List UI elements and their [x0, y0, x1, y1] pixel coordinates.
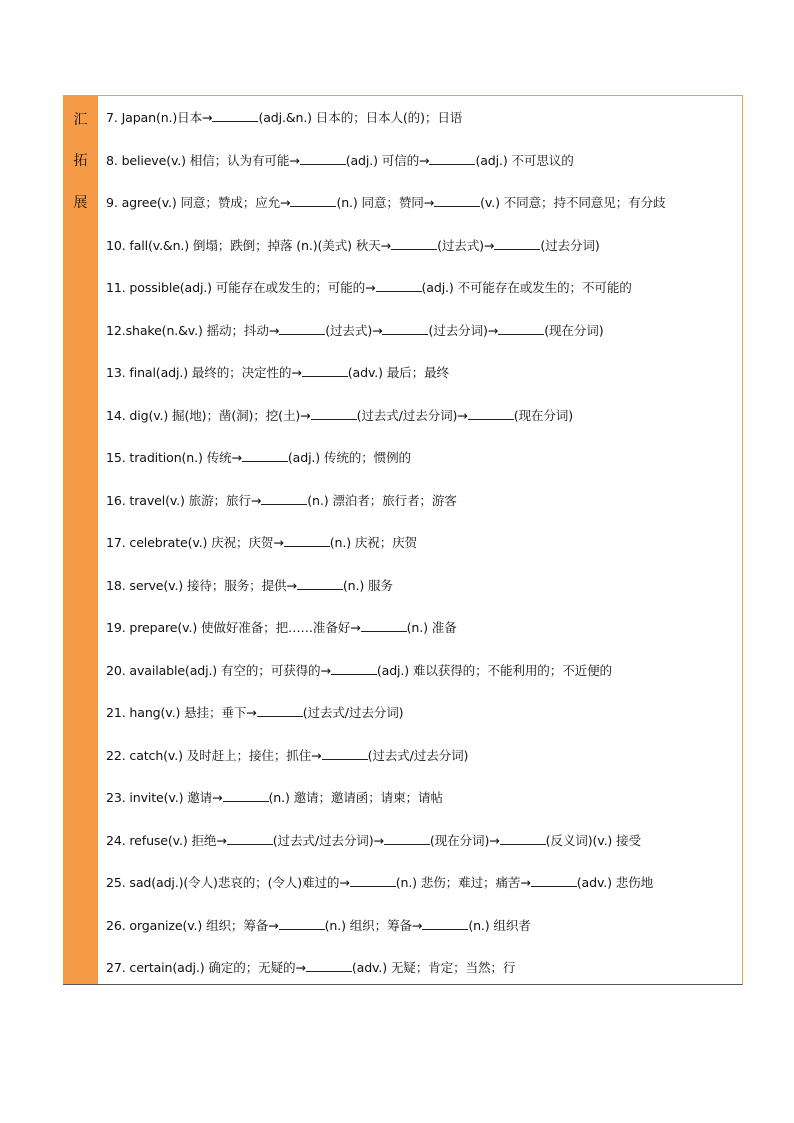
vocab-entry — [106, 152, 574, 170]
entry-text: (n.) 同意；赞同→ — [336, 195, 435, 210]
entry-text: (过去式/过去分词)→ — [356, 407, 468, 423]
entry-text: (n.) 准备 — [406, 620, 457, 635]
entry-text: (n.) 组织者 — [468, 917, 531, 933]
vocab-entry — [106, 832, 641, 850]
vocab-entry — [106, 789, 443, 807]
entry-text: 21. hang(v.) 悬挂；垂下→ — [106, 705, 257, 720]
answer-blank[interactable] — [279, 917, 325, 930]
vocab-entry — [106, 874, 653, 892]
entry-text: (过去式/过去分词)→ — [272, 832, 384, 848]
entry-text: 18. serve(v.) 接待；服务；提供→ — [106, 577, 297, 593]
entry-text: 12.shake(n.&v.) 摇动；抖动→ — [106, 322, 280, 338]
answer-blank[interactable] — [384, 832, 430, 845]
vocab-entry — [106, 364, 449, 382]
entry-text: (过去式/过去分词) — [302, 705, 404, 720]
answer-blank[interactable] — [468, 407, 514, 420]
sidebar-label-char: 拓 — [73, 153, 88, 169]
answer-blank[interactable] — [302, 364, 348, 377]
sidebar-label-char: 汇 — [73, 112, 88, 128]
entry-text: (现在分词) — [513, 407, 574, 423]
entry-text: (adj.) 不可思议的 — [475, 152, 574, 168]
entry-text: 7. Japan(n.)日本→ — [106, 110, 213, 125]
entry-text: 9. agree(v.) 同意；赞成；应允→ — [106, 195, 291, 210]
entry-text: 13. final(adj.) 最终的；决定性的→ — [106, 365, 302, 380]
answer-blank[interactable] — [434, 194, 480, 207]
entry-text: (adj.) 不可能存在或发生的；不可能的 — [421, 280, 632, 295]
answer-blank[interactable] — [279, 322, 325, 335]
entry-text: (n.) 服务 — [342, 577, 393, 593]
entry-text: 11. possible(adj.) 可能存在或发生的；可能的→ — [106, 280, 376, 295]
answer-blank[interactable] — [376, 279, 422, 292]
entry-text: (n.) 悲伤；难过；痛苦→ — [395, 875, 531, 890]
answer-blank[interactable] — [242, 449, 288, 462]
entry-text: 26. organize(v.) 组织；筹备→ — [106, 917, 279, 933]
entry-text: 8. believe(v.) 相信；认为有可能→ — [106, 152, 300, 168]
answer-blank[interactable] — [212, 109, 258, 122]
entry-text: (n.) 邀请；邀请函；请柬；请帖 — [268, 790, 443, 805]
answer-blank[interactable] — [494, 237, 540, 250]
entry-text: (过去分词)→ — [428, 322, 499, 338]
entry-text: 10. fall(v.&n.) 倒塌；跌倒；掉落 (n.)(美式) 秋天→ — [106, 237, 392, 253]
answer-blank[interactable] — [223, 789, 269, 802]
answer-blank[interactable] — [300, 152, 346, 165]
entry-text: (过去分词) — [540, 237, 600, 253]
vocabulary-table — [63, 95, 743, 985]
entry-text: (n.) 庆祝；庆贺 — [329, 535, 418, 550]
entry-text: (反义词)(v.) 接受 — [545, 832, 641, 848]
section-sidebar — [63, 96, 98, 984]
answer-blank[interactable] — [391, 237, 437, 250]
entry-text: (v.) 不同意；持不同意见；有分歧 — [480, 195, 666, 210]
vocab-entry — [106, 619, 457, 637]
answer-blank[interactable] — [331, 662, 377, 675]
vocab-entry — [106, 449, 411, 467]
answer-blank[interactable] — [290, 194, 336, 207]
entry-text: (adv.) 最后；最终 — [347, 365, 449, 380]
answer-blank[interactable] — [361, 619, 407, 632]
entry-text: 23. invite(v.) 邀请→ — [106, 790, 223, 805]
answer-blank[interactable] — [257, 704, 303, 717]
vocab-entry — [106, 662, 612, 680]
answer-blank[interactable] — [284, 534, 330, 547]
vocab-entry — [106, 704, 403, 722]
entry-text: (现在分词) — [544, 322, 604, 338]
entry-text: (adv.) 悲伤地 — [576, 875, 654, 890]
answer-blank[interactable] — [297, 577, 343, 590]
vocab-entry — [106, 237, 600, 255]
entry-text: (n.) 漂泊者；旅行者；游客 — [307, 492, 457, 508]
answer-blank[interactable] — [322, 747, 368, 760]
entry-text: 17. celebrate(v.) 庆祝；庆贺→ — [106, 535, 284, 550]
answer-blank[interactable] — [311, 407, 357, 420]
vocab-entry — [106, 322, 604, 340]
answer-blank[interactable] — [261, 492, 307, 505]
entry-text: 19. prepare(v.) 使做好准备；把……准备好→ — [106, 620, 361, 635]
entry-text: 14. dig(v.) 掘(地)；凿(洞)；挖(土)→ — [106, 407, 311, 423]
vocab-entry — [106, 279, 632, 297]
entry-text: 24. refuse(v.) 拒绝→ — [106, 832, 227, 848]
vocab-entry — [106, 959, 515, 977]
entry-text: 15. tradition(n.) 传统→ — [106, 450, 242, 465]
vocab-entry — [106, 747, 468, 765]
answer-blank[interactable] — [531, 874, 577, 887]
entry-text: (adv.) 无疑；肯定；当然；行 — [351, 960, 516, 975]
vocab-entry — [106, 492, 457, 510]
entry-text: (n.) 组织；筹备→ — [324, 917, 423, 933]
vocab-entry — [106, 407, 573, 425]
sidebar-label-char: 展 — [73, 195, 88, 211]
vocab-entry — [106, 194, 665, 212]
entry-text: (过去式)→ — [325, 322, 383, 338]
vocab-entry — [106, 534, 417, 552]
answer-blank[interactable] — [306, 959, 352, 972]
entry-text: (adj.) 难以获得的；不能利用的；不近便的 — [376, 662, 612, 678]
answer-blank[interactable] — [429, 152, 475, 165]
answer-blank[interactable] — [500, 832, 546, 845]
entry-text: 20. available(adj.) 有空的；可获得的→ — [106, 662, 331, 678]
answer-blank[interactable] — [350, 874, 396, 887]
entry-text: 22. catch(v.) 及时赶上；接住；抓住→ — [106, 747, 322, 763]
entry-text: (过去式/过去分词) — [367, 747, 469, 763]
vocab-entry — [106, 109, 462, 127]
entry-text: 16. travel(v.) 旅游；旅行→ — [106, 492, 262, 508]
entry-text: (过去式)→ — [437, 237, 495, 253]
entry-text: 25. sad(adj.)(令人)悲哀的；(令人)难过的→ — [106, 875, 350, 890]
vocab-entry — [106, 577, 393, 595]
entry-text: (adj.) 传统的；惯例的 — [287, 450, 411, 465]
vocab-entry — [106, 917, 531, 935]
entry-text: (adj.) 可信的→ — [345, 152, 430, 168]
answer-blank[interactable] — [422, 917, 468, 930]
answer-blank[interactable] — [227, 832, 273, 845]
entry-text: (现在分词)→ — [429, 832, 500, 848]
answer-blank[interactable] — [498, 322, 544, 335]
entry-text: 27. certain(adj.) 确定的；无疑的→ — [106, 960, 306, 975]
answer-blank[interactable] — [382, 322, 428, 335]
entry-text: (adj.&n.) 日本的；日本人(的)；日语 — [258, 110, 463, 125]
